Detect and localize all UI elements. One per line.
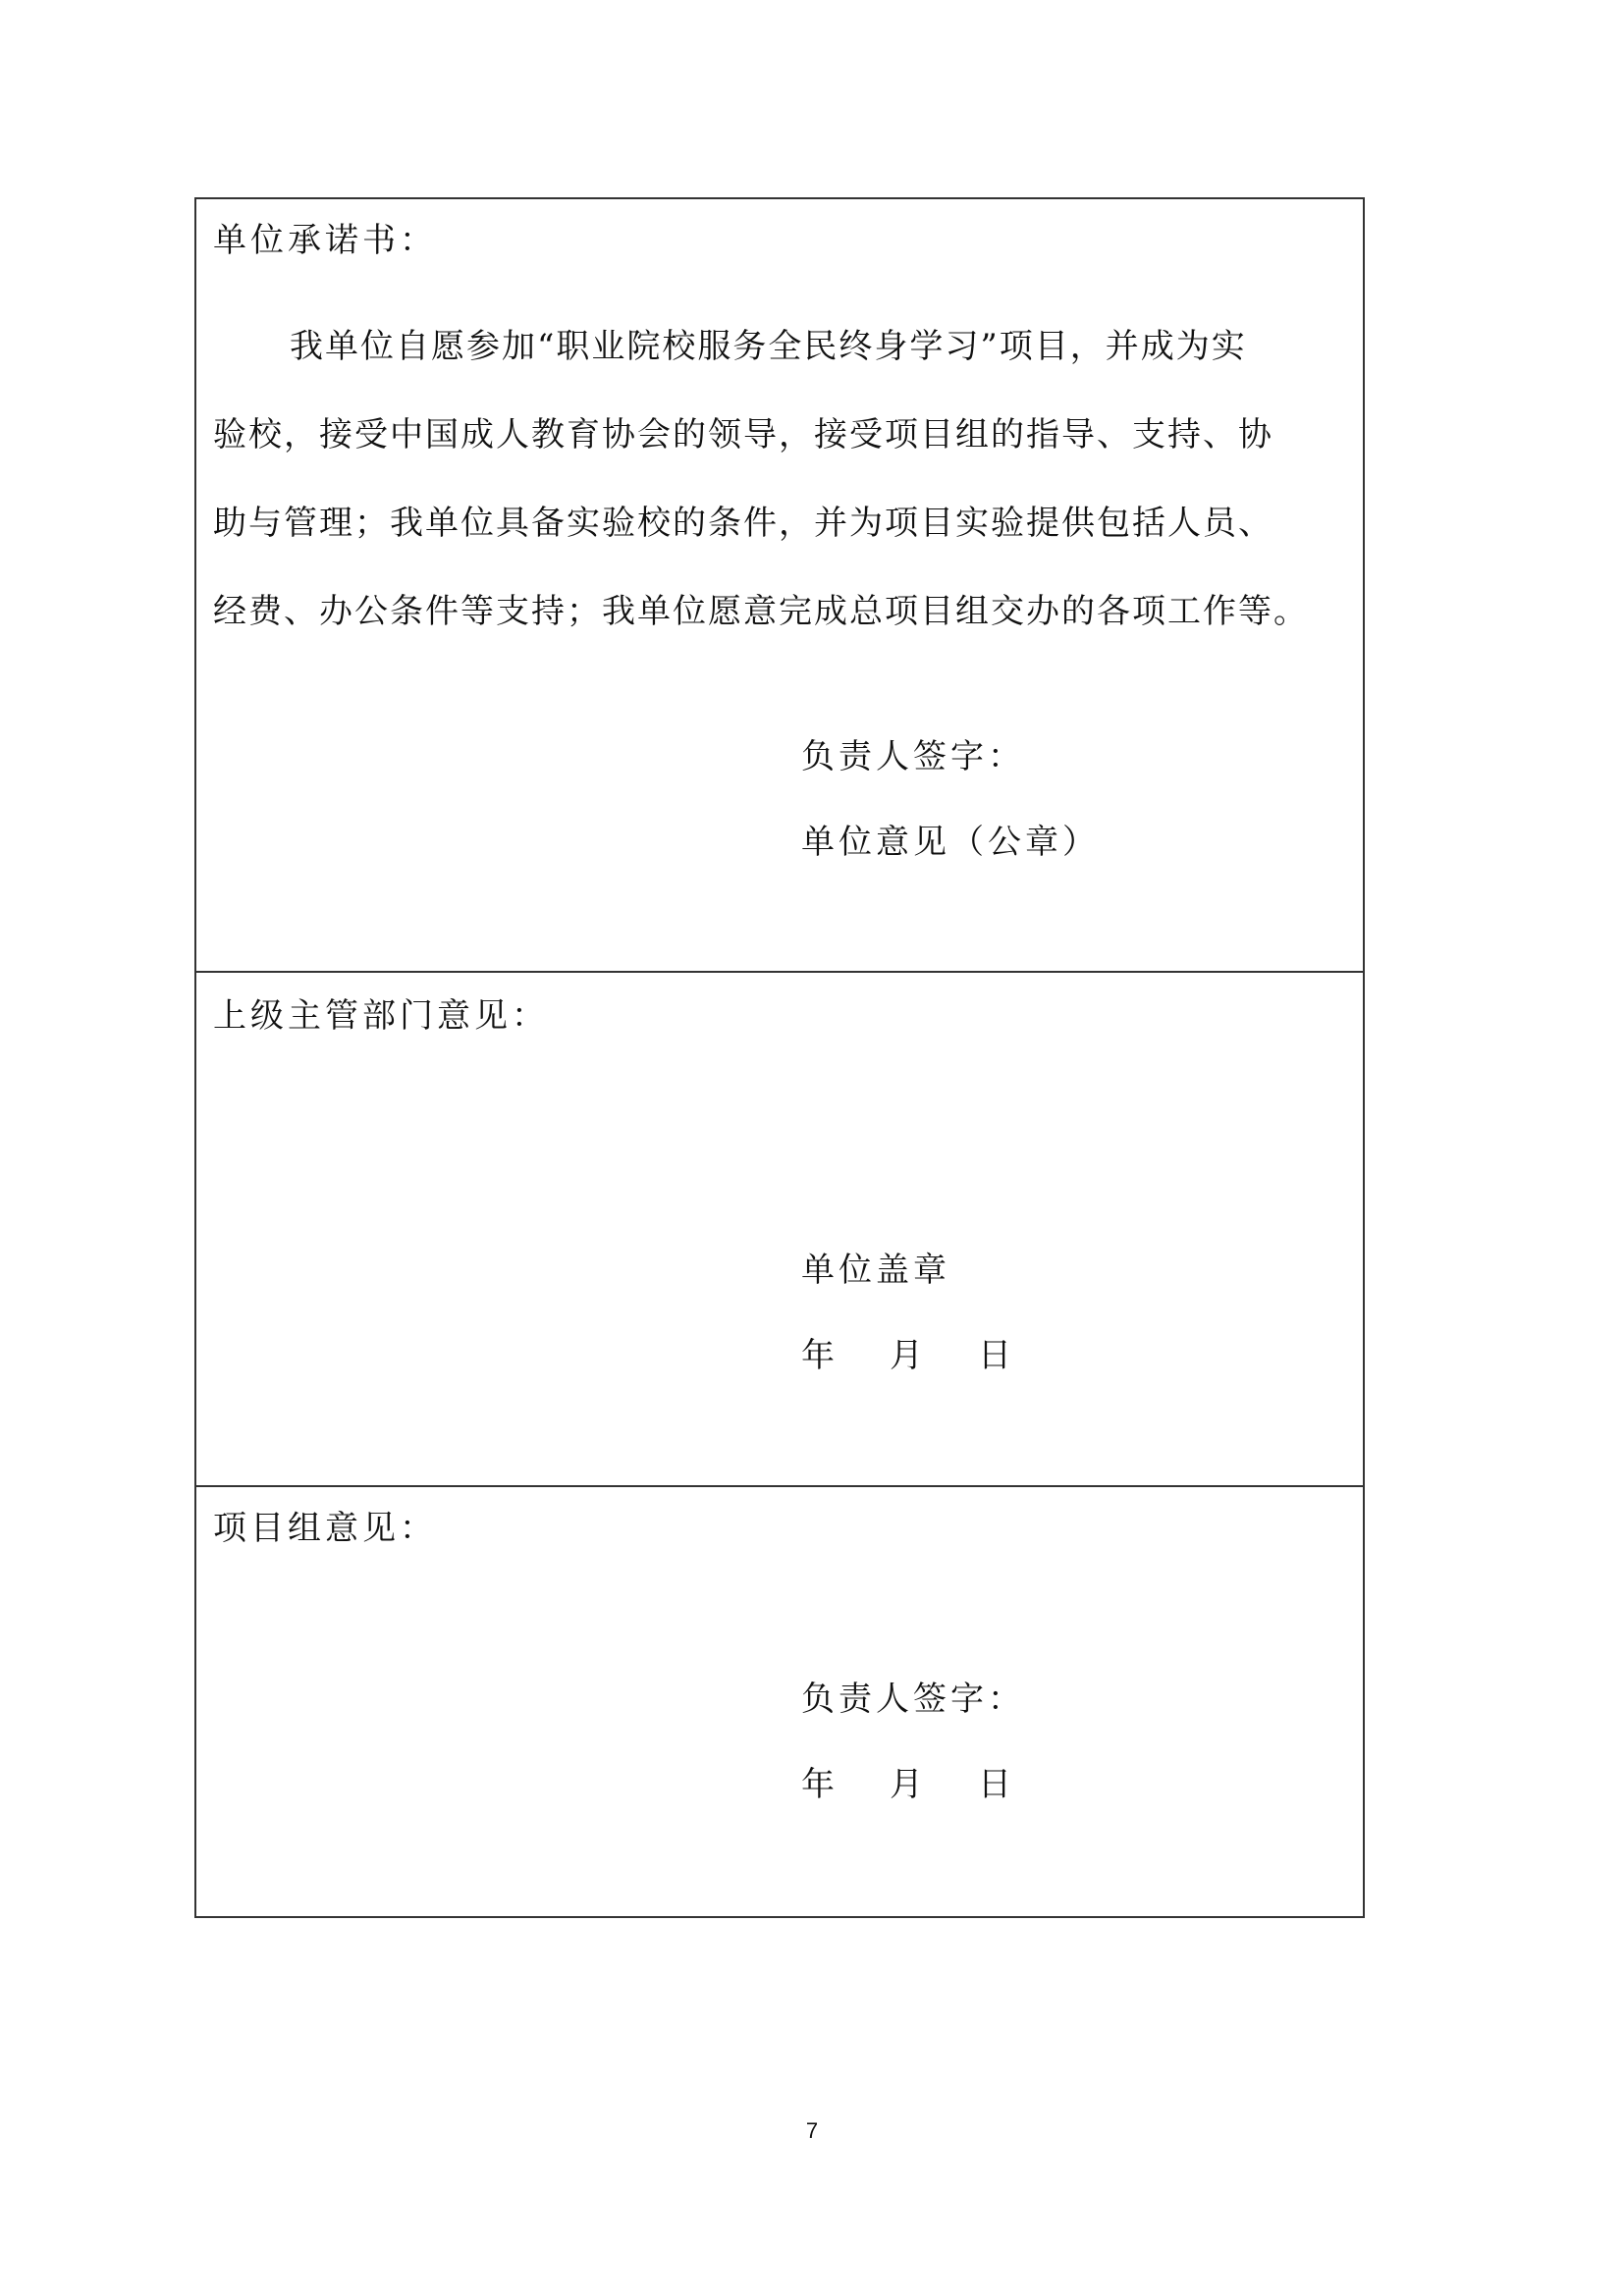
project-group-date-month: 月 [890,1765,923,1804]
superior-department-section [196,973,1363,1487]
commitment-line-2: 验校，接受中国成人教育协会的领导，接受项目组的指导、支持、协 [213,415,1273,454]
superior-title: 上级主管部门意见： [213,996,549,1036]
superior-seal-label: 单位盖章 [801,1251,950,1290]
commitment-line-4: 经费、办公条件等支持；我单位愿意完成总项目组交办的各项工作等。 [213,592,1309,631]
project-group-section [196,1487,1363,1916]
project-group-date-year: 年 [801,1765,835,1804]
project-group-date [801,1765,1011,1804]
superior-date-year: 年 [801,1336,835,1375]
commitment-seal-label: 单位意见（公章） [801,823,1100,862]
commitment-title: 单位承诺书： [213,221,437,260]
commitment-signature-label: 负责人签字： [801,737,1025,776]
commitment-line-3: 助与管理；我单位具备实验校的条件，并为项目实验提供包括人员、 [213,504,1273,543]
commitment-section [196,199,1363,973]
commitment-line-1: 我单位自愿参加“职业院校服务全民终身学习”项目，并成为实 [290,327,1247,366]
project-group-date-day: 日 [978,1765,1011,1804]
project-group-title: 项目组意见： [213,1509,437,1548]
superior-date [801,1336,1011,1375]
superior-date-month: 月 [890,1336,923,1375]
project-group-signature-label: 负责人签字： [801,1680,1025,1719]
superior-date-day: 日 [978,1336,1011,1375]
page-number: 7 [805,2118,819,2143]
approval-form-table [194,197,1365,1918]
commitment-paragraph [213,302,1358,656]
